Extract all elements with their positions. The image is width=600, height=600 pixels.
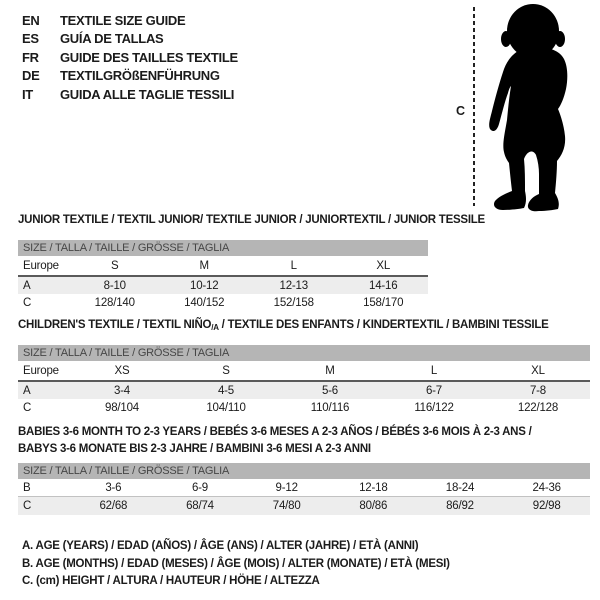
measurement-legend [22, 538, 450, 591]
table-row [18, 277, 428, 294]
height-measure-dashed-line [473, 7, 475, 206]
language-title-list [22, 11, 238, 104]
value-cell: 104/110 [206, 402, 246, 414]
lang-row-en [22, 11, 238, 30]
value-cell: 12-18 [359, 481, 388, 494]
lang-code: ES [22, 31, 39, 47]
value-cell: 68/74 [186, 500, 214, 512]
value-cell: 5-6 [321, 384, 339, 397]
junior-size-table [18, 240, 428, 312]
row-label: C [23, 402, 32, 414]
value-cell: 8-10 [103, 279, 126, 292]
value-cell: 92/98 [532, 500, 561, 512]
lang-title: TEXTILGRÖßENFÜHRUNG [60, 68, 220, 84]
size-header-bar: SIZE / TALLA / TAILLE / GRÖSSE / TAGLIA [18, 345, 590, 361]
children-title-post: / TEXTILE DES ENFANTS / KINDERTEXTIL / BAMBINI TESSILE [218, 319, 549, 331]
size-header-bar: SIZE / TALLA / TAILLE / GRÖSSE / TAGLIA [18, 240, 428, 256]
value-cell: 98/104 [105, 402, 139, 414]
size-cell: S [222, 364, 230, 377]
value-cell: 140/152 [184, 297, 225, 309]
row-label: Europe [23, 364, 59, 377]
value-cell: 128/140 [94, 297, 135, 309]
value-cell: 4-5 [217, 384, 235, 397]
baby-silhouette-image [482, 2, 582, 214]
value-cell: 116/122 [414, 402, 454, 414]
children-title-pre: CHILDREN'S TEXTILE / TEXTIL NIÑO [18, 319, 212, 331]
legend-line-b: B. AGE (MONTHS) / EDAD (MESES) / ÂGE (MOIS) / ALTER (MONATE) / ETÀ (MESI) [22, 557, 450, 570]
children-table-title [18, 319, 549, 332]
lang-row-fr [22, 48, 238, 67]
lang-title: TEXTILE SIZE GUIDE [60, 12, 186, 28]
table-row [18, 294, 428, 312]
value-cell: 86/92 [446, 500, 474, 512]
row-label: B [23, 481, 31, 494]
value-cell: 3-4 [113, 384, 131, 397]
lang-title: GUIDA ALLE TAGLIE TESSILI [60, 86, 235, 102]
value-cell: 18-24 [445, 481, 475, 494]
row-label: C [23, 500, 32, 512]
babies-title-line1: BABIES 3-6 MONTH TO 2-3 YEARS / BEBÉS 3-6 MESES A 2-3 AÑOS / BÉBÉS 3-6 MOIS À 2-3 ANS / [18, 426, 532, 438]
lang-row-es [22, 30, 238, 49]
value-cell: 6-7 [425, 384, 443, 397]
size-cell: L [430, 364, 438, 377]
table-row [18, 479, 590, 497]
legend-line-a: A. AGE (YEARS) / EDAD (AÑOS) / ÂGE (ANS) / ALTER (JAHRE) / ETÀ (ANNI) [22, 540, 419, 552]
value-cell: 158/170 [363, 297, 404, 309]
size-cell: XL [376, 259, 391, 272]
lang-row-it [22, 85, 238, 104]
legend-line-c: C. (cm) HEIGHT / ALTURA / HAUTEUR / HÖHE / ALTEZZA [22, 575, 320, 588]
lang-title: GUÍA DE TALLAS [60, 31, 164, 47]
value-cell: 62/68 [99, 500, 128, 512]
children-size-table [18, 345, 590, 417]
size-cell: S [111, 259, 119, 272]
table-row [18, 361, 590, 382]
table-row [18, 382, 590, 399]
lang-code: FR [22, 49, 39, 65]
value-cell: 24-36 [532, 481, 561, 494]
lang-title: GUIDE DES TAILLES TEXTILE [60, 49, 238, 65]
size-cell: XL [531, 364, 545, 377]
height-measure-label: C [456, 104, 466, 118]
children-title-sub: /A [211, 323, 219, 332]
size-cell: M [325, 364, 335, 377]
value-cell: 3-6 [105, 481, 122, 494]
babies-table-title [18, 424, 532, 458]
junior-table-title: JUNIOR TEXTILE / TEXTIL JUNIOR/ TEXTILE JUNIOR / JUNIORTEXTIL / JUNIOR TESSILE [18, 214, 485, 226]
value-cell: 6-9 [191, 481, 208, 494]
size-header-bar: SIZE / TALLA / TAILLE / GRÖSSE / TAGLIA [18, 463, 590, 479]
lang-code: DE [22, 68, 40, 84]
size-cell: XS [114, 364, 130, 377]
row-label: A [23, 279, 31, 292]
lang-code: EN [22, 12, 40, 28]
value-cell: 10-12 [190, 279, 219, 292]
table-row [18, 256, 428, 277]
value-cell: 80/86 [359, 500, 388, 512]
size-cell: L [290, 259, 297, 272]
value-cell: 152/158 [273, 297, 314, 309]
value-cell: 110/116 [310, 402, 350, 414]
value-cell: 14-16 [369, 279, 398, 292]
row-label: C [23, 297, 32, 309]
row-label: A [23, 384, 31, 397]
value-cell: 122/128 [517, 402, 559, 414]
lang-row-de [22, 67, 238, 86]
value-cell: 74/80 [272, 500, 301, 512]
table-row [18, 497, 590, 515]
babies-title-line2: BABYS 3-6 MONATE BIS 2-3 JAHRE / BAMBINI 3-6 MESI A 2-3 ANNI [18, 443, 371, 455]
babies-size-table [18, 463, 590, 515]
row-label: Europe [23, 259, 59, 272]
value-cell: 7-8 [529, 384, 547, 397]
value-cell: 12-13 [279, 279, 308, 292]
lang-code: IT [22, 86, 33, 102]
value-cell: 9-12 [275, 481, 298, 494]
table-row [18, 399, 590, 417]
size-cell: M [199, 259, 209, 272]
